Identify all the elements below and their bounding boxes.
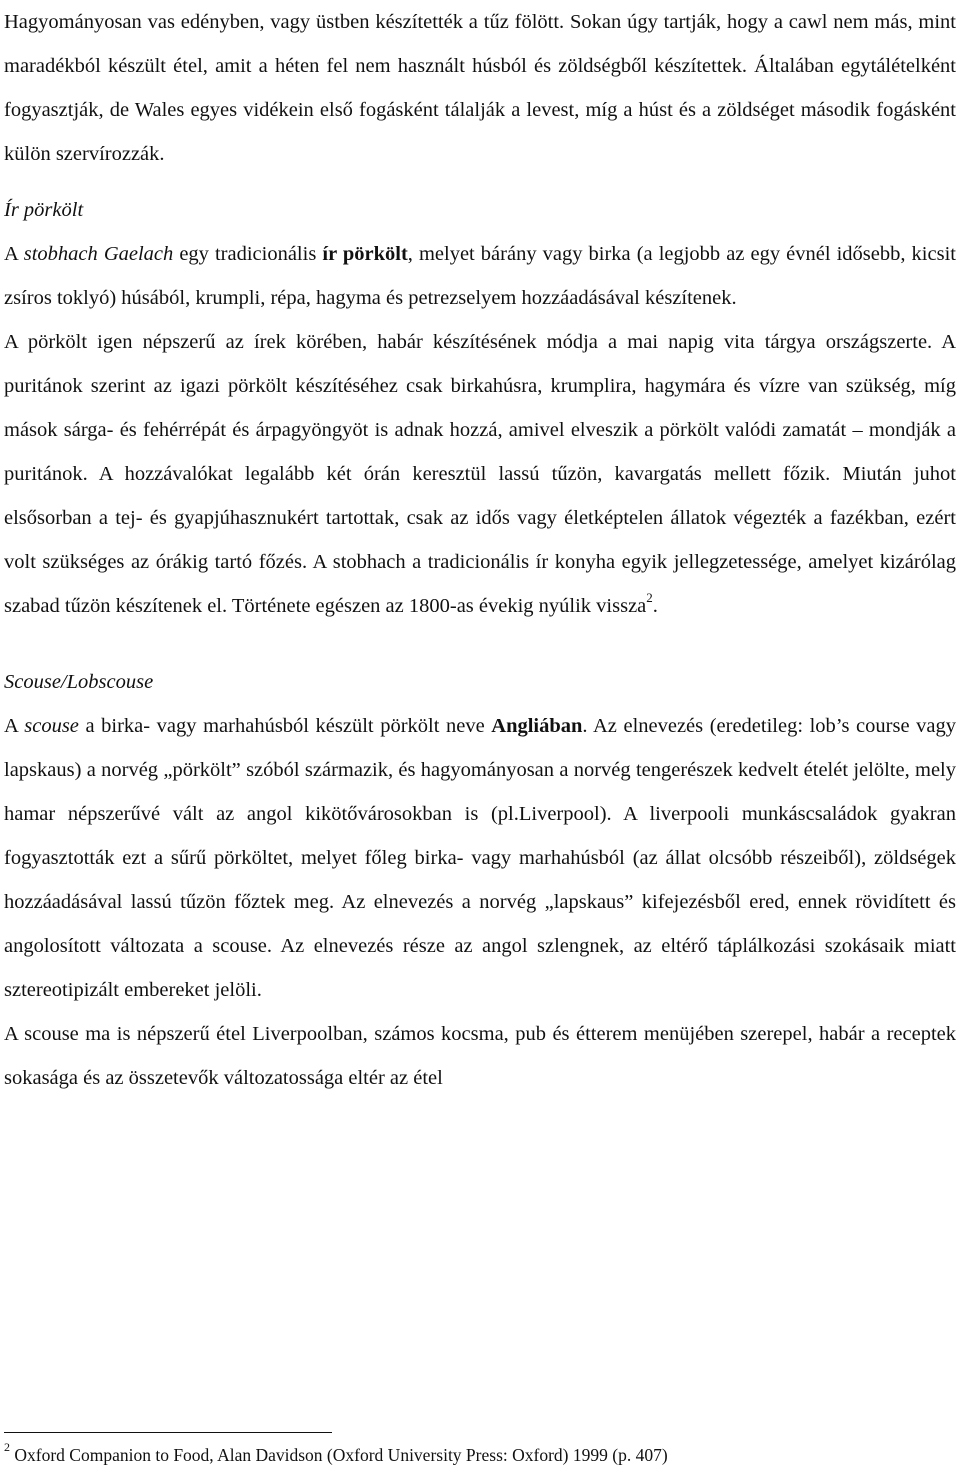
term-ir-porkolt: ír pörkölt	[322, 243, 408, 265]
term-angliaban: Angliában	[491, 715, 583, 737]
footnote-number: 2	[4, 1440, 10, 1455]
paragraph-stobhach-intro	[4, 232, 956, 320]
text-run: A	[4, 715, 25, 737]
text-run: . Az elnevezés (eredetileg: lob’s course vagy lapskaus) a norvég „pörkölt” szóból származik, és hagyományosan a norvég tengerészek kedvelt ételét jelölte, mely hamar népszerűvé vált az angol kikötővárosokban is (pl.Liverpool). A liverpooli munkáscsaládok gyakran fogyasztották ezt a sűrű pörköltet, melyet főleg birka- vagy marhahúsból (az állat olcsóbb részeiből), zöldségek hozzáadásával lassú tűzön főztek meg. Az elnevezés a norvég „lapskaus” kifejezésből ered, ennek rövidített és angolosított változata a scouse. Az elnevezés része az angol szlengnek, az eltérő táplálkozási szokásaik miatt sztereotipizált embereket jelöli.	[4, 715, 956, 1001]
term-stobhach-gaelach: stobhach Gaelach	[23, 243, 174, 265]
paragraph-scouse-intro	[4, 704, 956, 1012]
footnote-text: Oxford Companion to Food, Alan Davidson (Oxford University Press: Oxford) 1999 (p. 407)	[10, 1445, 668, 1465]
text-run: egy tradicionális	[173, 243, 323, 265]
text-run: .	[652, 595, 658, 617]
text-run: a birka- vagy marhahúsból készült pörkölt neve	[78, 715, 492, 737]
paragraph-scouse-liverpool: A scouse ma is népszerű étel Liverpoolban, számos kocsma, pub és étterem menüjében szerepel, habár a receptek sokasága és az összetevők változatossága eltér az étel	[4, 1023, 956, 1089]
footnote-separator	[4, 1432, 332, 1433]
paragraph-cawl: Hagyományosan vas edényben, vagy üstben készítették a tűz fölött. Sokan úgy tartják, hogy a cawl nem más, mint maradékból készült étel, amit a héten fel nem használt húsból és zöldségből készítettek. Általában egytálételként fogyasztják, de Wales egyes vidékein első fogásként tálalják a levest, míg a húst és a zöldséget második fogásként külön szervírozzák.	[4, 11, 956, 165]
term-scouse: scouse	[24, 715, 79, 737]
text-run: A	[4, 243, 24, 265]
paragraph-stobhach-detail	[4, 320, 956, 628]
section-heading-ir-porkolt: Ír pörkölt	[4, 199, 84, 221]
footnote-ref: 2	[646, 590, 653, 606]
text-run: A pörkölt igen népszerű az írek körében, habár készítésének módja a mai napig vita tárgya országszerte. A puritánok szerint az igazi pörkölt készítéséhez csak birkahúsra, krumplira, hagymára és vízre van szükség, míg mások sárga- és fehérrépát és árpagyöngyöt is adnak hozzá, amivel elveszik a pörkölt valódi zamatát – mondják a puritánok. A hozzávalókat legalább két órán keresztül lassú tűzön, kavargatás mellett főzik. Miután juhot elsősorban a tej- és gyapjúhasznukért tartottak, csak az idős vagy életképtelen állatok végezték a fazékban, ezért volt szükséges az órákig tartó főzés. A stobhach a tradicionális ír konyha egyik jellegzetessége, amelyet kizárólag szabad tűzön készítenek el. Története egészen az 1800-as évekig nyúlik vissza	[4, 331, 956, 617]
section-heading-scouse: Scouse/Lobscouse	[4, 671, 154, 693]
text-run: , melyet bárány vagy birka (a legjobb az egy évnél idősebb, kicsit zsíros toklyó) húsából, krumpli, répa, hagyma és petrezselyem hozzáadásával készítenek.	[4, 243, 956, 309]
document-page	[4, 0, 956, 1100]
footnote	[4, 1440, 668, 1466]
